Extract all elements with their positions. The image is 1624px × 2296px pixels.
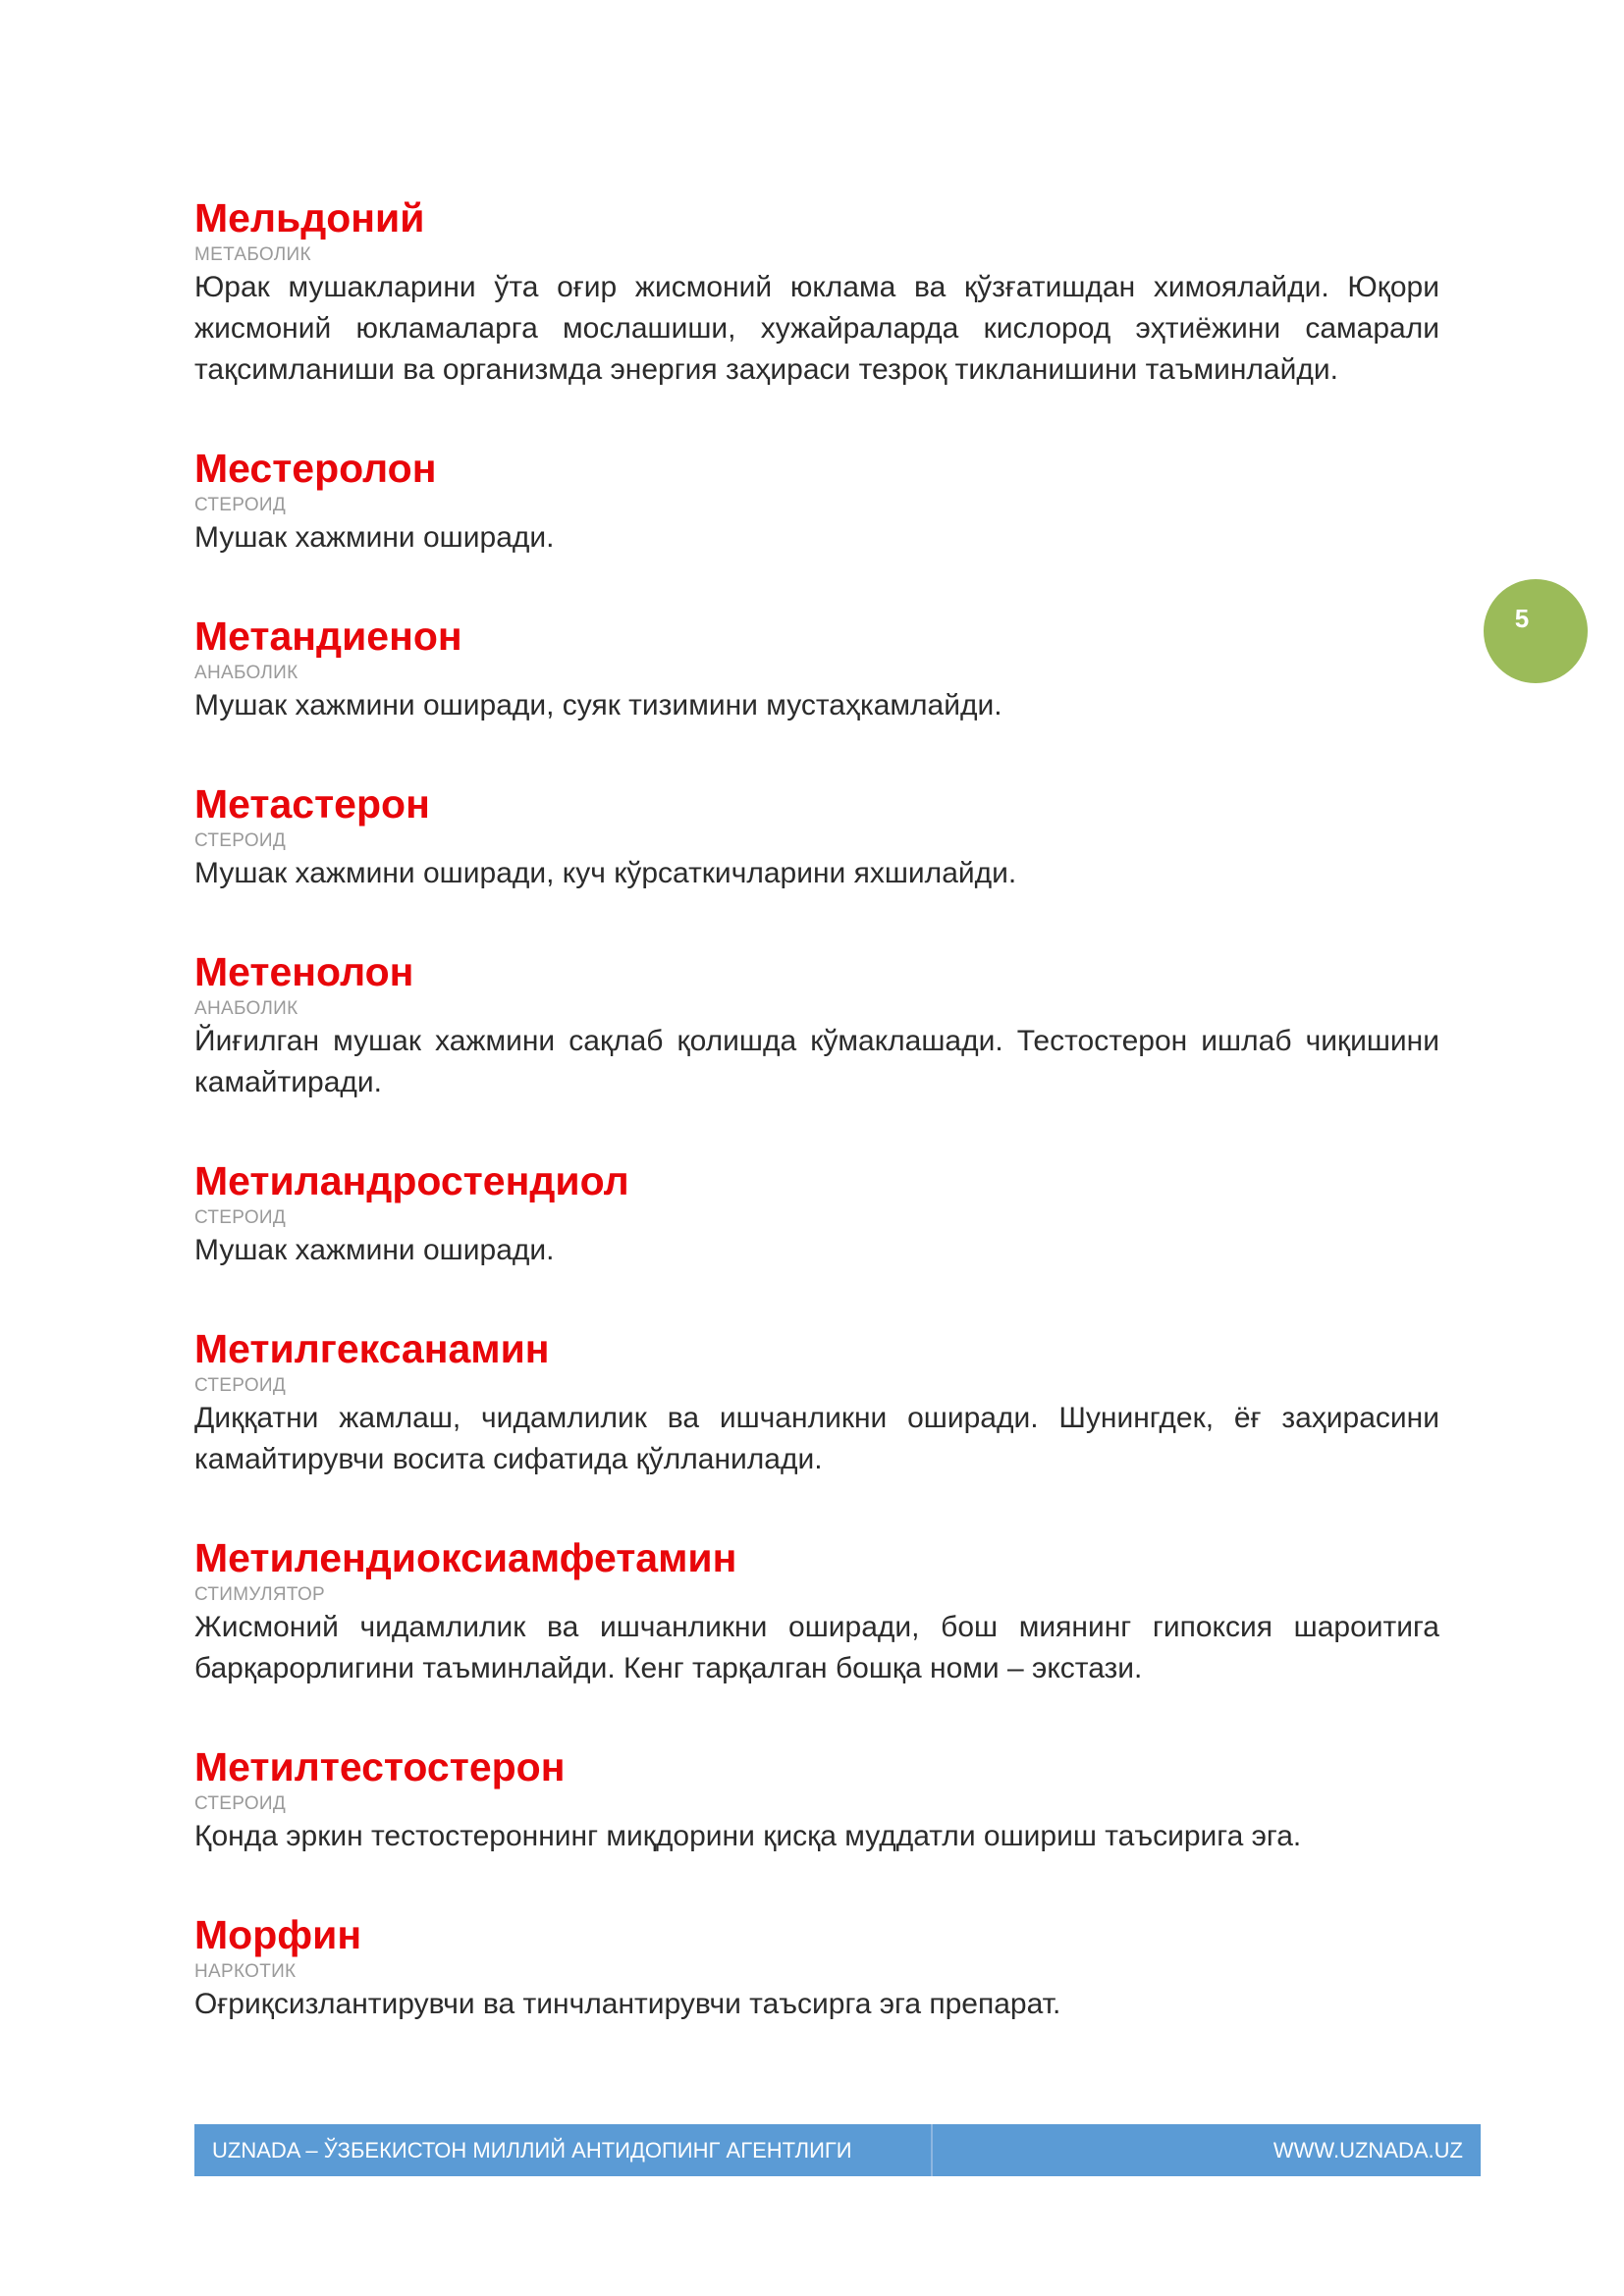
entry-description: Жисмоний чидамлилик ва ишчанликни оширади, бош миянинг гипоксия шароитига барқарорлигини таъминлайди. Кенг тарқалган бошқа номи – экстази. [194, 1611, 1439, 1684]
entry [194, 1741, 1439, 1857]
entry-title: Метилтестостерон [194, 1744, 566, 1789]
entry-title: Метилендиоксиамфетамин [194, 1535, 737, 1580]
entry-category: СТЕРОИД [194, 830, 287, 851]
entry-title: Морфин [194, 1912, 362, 1957]
entry-description: Мушак хажмини оширади. [194, 1234, 555, 1266]
page-number: 5 [1514, 603, 1530, 633]
entry-description: Мушак хажмини оширади. [194, 521, 555, 554]
entry-description: Мушак хажмини оширади, суяк тизимини мустаҳкамлайди. [194, 689, 1002, 721]
entry-description: Мушак хажмини оширади, куч кўрсаткичларини яхшилайди. [194, 857, 1017, 889]
footer-bar [194, 2124, 1481, 2176]
entry [194, 1909, 1439, 2025]
entry [194, 443, 1439, 559]
entry-description: Қонда эркин тестостероннинг миқдорини қисқа муддатли ошириш таъсирига эга. [194, 1820, 1302, 1852]
entry-category: СТИМУЛЯТОР [194, 1584, 326, 1605]
entry-category: СТЕРОИД [194, 495, 287, 515]
entry-title: Метандиенон [194, 614, 462, 659]
entry-category: НАРКОТИК [194, 1961, 297, 1982]
entry-description: Юрак мушакларини ўта оғир жисмоний юклама ва қўзғатишдан химоялайди. Юқори жисмоний юкламаларга мослашиши, хужайраларда кислород эҳтиёжини самарали тақсимланиши ва организмда энергия заҳираси тезроқ тикланишини таъминлайди. [194, 271, 1439, 386]
entry-title: Метенолон [194, 949, 414, 994]
entries-list [194, 192, 1439, 2077]
entry [194, 1155, 1439, 1271]
entry [194, 1532, 1439, 1689]
entry-description: Диққатни жамлаш, чидамлилик ва ишчанликни оширади. Шунингдек, ёғ заҳирасини камайтирувчи восита сифатида қўлланилади. [194, 1402, 1439, 1475]
entry-title: Мельдоний [194, 195, 425, 240]
entry-category: СТЕРОИД [194, 1375, 287, 1396]
footer-website: WWW.UZNADA.UZ [1272, 2137, 1463, 2163]
entry-description: Оғриқсизлантирувчи ва тинчлантирувчи таъсирга эга препарат. [194, 1988, 1061, 2020]
entry [194, 778, 1439, 894]
entry-category: АНАБОЛИК [194, 998, 298, 1019]
entry [194, 192, 1439, 391]
entry-category: СТЕРОИД [194, 1207, 287, 1228]
entry [194, 1323, 1439, 1480]
entry-title: Метиландростендиол [194, 1158, 629, 1203]
entry-category: АНАБОЛИК [194, 663, 298, 683]
entry-title: Метилгексанамин [194, 1326, 550, 1371]
entry [194, 946, 1439, 1103]
page-number-badge [1484, 579, 1588, 683]
entry [194, 611, 1439, 726]
entry-category: МЕТАБОЛИК [194, 244, 311, 265]
entry-category: СТЕРОИД [194, 1793, 287, 1814]
footer-agency-name: UZNADA – ЎЗБЕКИСТОН МИЛЛИЙ АНТИДОПИНГ АГЕНТЛИГИ [194, 2124, 933, 2176]
entry-title: Метастерон [194, 781, 430, 827]
entry-description: Йиғилган мушак хажмини сақлаб қолишда кўмаклашади. Тестостерон ишлаб чиқишини камайтиради. [194, 1025, 1439, 1098]
entry-title: Местеролон [194, 446, 437, 491]
